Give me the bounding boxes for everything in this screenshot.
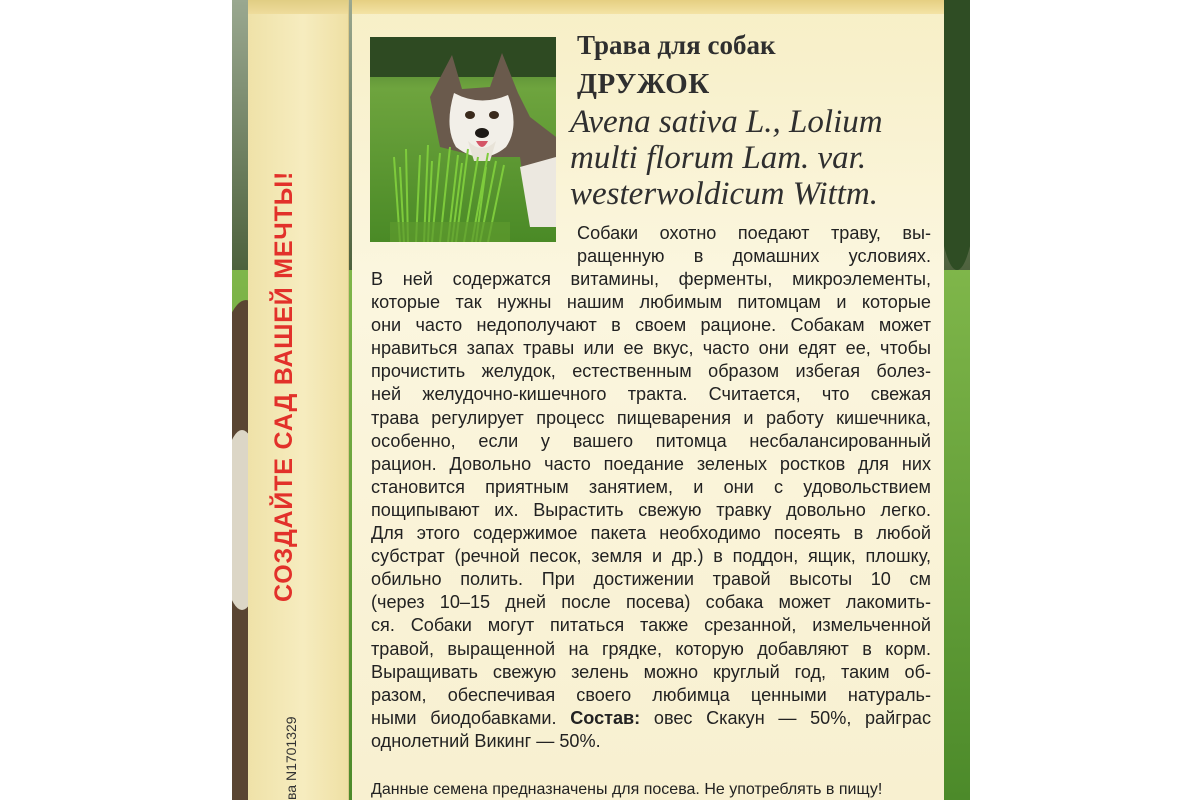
composition-prefix: ными биодобавками. [371,707,557,728]
composition-line [371,707,931,730]
latin-name [570,104,883,212]
usage-warning: Данные семена предназначены для посева. Не употреблять в пищу! [371,781,883,798]
composition-value: овес Скакун — 50%, райграс [653,707,931,728]
text-line: трава регулирует процесс пищеварения и работу кишечника, [371,407,931,428]
product-title: Трава для собак [577,30,776,60]
description-body [371,268,931,753]
text-line: которые так нужны нашим любимым питомцам и которые [371,292,931,313]
text-line: прочистить желудок, естественным образом избегая болез- [371,361,931,382]
text-line: они часто недополучают в своем рационе. Собакам может [371,315,931,336]
latin-name-line: Avena sativa L., Lolium [570,104,883,140]
text-line: травой, выращенной на грядке, которую добавляют в корм. [371,638,931,659]
text-line: Выращивать свежую зелень можно круглый год, таким об- [371,661,931,682]
vertical-slogan: СОЗДАЙТЕ САД ВАШЕЙ МЕЧТЫ! [270,170,298,602]
text-line: субстрат (речной песок, земля и др.) в поддон, ящик, плошку, [371,546,931,567]
lot-number: ва N1701329 [283,716,299,800]
text-line: становится приятным занятием, и они с удовольствием [371,476,931,497]
text-line: Для этого содержимое пакета необходимо посеять в любой [371,523,931,544]
text-line: Собаки охотно поедают траву, вы- [577,223,931,243]
text-line: пощипывают их. Вырастить свежую травку довольно легко. [371,499,931,520]
composition-label: Состав: [570,707,641,728]
text-line: ней желудочно-кишечного тракта. Считается, что свежая [371,384,931,405]
description-intro [577,222,931,268]
text-line: ся. Собаки могут питаться также срезанной, измельченной [371,615,931,636]
husky-with-grass-photo [370,37,556,242]
latin-name-line: multi florum Lam. var. [570,140,867,176]
text-line: разом, обеспечивая своего любимца ценными натураль- [371,684,931,705]
text-line: ращенную в домашних условиях. [577,246,931,267]
text-line: рацион. Довольно часто поедание зеленых ростков для них [371,453,931,474]
latin-name-line: westerwoldicum Wittm. [570,176,878,212]
text-line: нравиться запах травы или ее вкус, часто они едят ее, чтобы [371,338,931,359]
text-line: В ней содержатся витамины, ферменты, микроэлементы, [371,269,931,289]
text-line: обильно полить. При достижении травой высоты 10 см [371,569,931,590]
text-line: особенно, если у вашего питомца несбалансированный [371,430,931,451]
product-variety: ДРУЖОК [577,68,710,100]
text-line: однолетний Викинг — 50%. [371,730,601,751]
strip-top-band [248,0,348,14]
text-line: (через 10–15 дней после посева) собака может лакомить- [371,592,931,613]
panel-top-band [352,0,944,14]
